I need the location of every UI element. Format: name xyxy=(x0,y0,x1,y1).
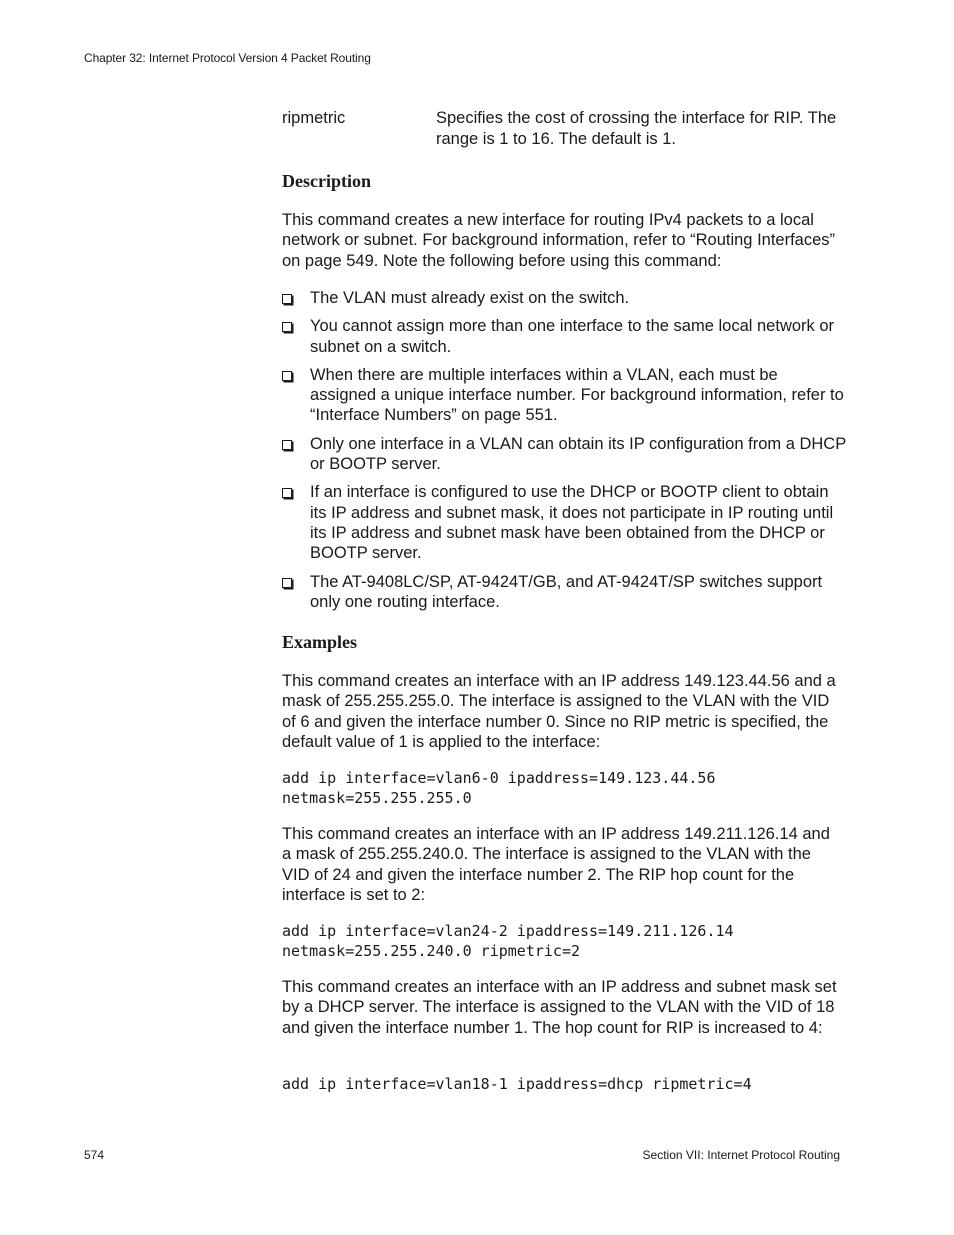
example-3-code: add ip interface=vlan18-1 ipaddress=dhcp ripmetric=4 xyxy=(282,1075,752,1093)
example-3-text: This command creates an interface with an IP address and subnet mask set by a DHCP server. The interface is assigned to the VLAN with the VID of 18 and given the interface number 1. The hop count for RIP is increased to 4: xyxy=(282,978,837,1037)
list-item xyxy=(282,572,847,613)
checkbox-bullet-icon xyxy=(282,371,292,381)
running-header: Chapter 32: Internet Protocol Version 4 Packet Routing xyxy=(84,51,371,65)
parameter-name: ripmetric xyxy=(282,109,346,127)
page-number: 574 xyxy=(84,1148,105,1162)
list-item-text: If an interface is configured to use the DHCP or BOOTP client to obtain its IP address and subnet mask, it does not participate in IP routing until its IP address and subnet mask have been obtained from the DHCP or BOOTP server. xyxy=(310,483,834,563)
checkbox-bullet-icon xyxy=(282,488,292,498)
list-item xyxy=(282,482,847,563)
checkbox-bullet-icon xyxy=(282,322,292,332)
list-item-text: When there are multiple interfaces within a VLAN, each must be assigned a unique interface number. For background information, refer to “Interface Numbers” on page 551. xyxy=(310,365,844,425)
example-1-code: add ip interface=vlan6-0 ipaddress=149.123.44.56 netmask=255.255.255.0 xyxy=(282,769,716,807)
description-heading: Description xyxy=(282,171,371,191)
checkbox-bullet-icon xyxy=(282,440,292,450)
examples-heading: Examples xyxy=(282,632,358,652)
notes-list xyxy=(282,288,847,620)
list-item-text: The AT-9408LC/SP, AT-9424T/GB, and AT-9424T/SP switches support only one routing interface. xyxy=(310,572,823,611)
list-item xyxy=(282,316,847,357)
list-item-text: You cannot assign more than one interface to the same local network or subnet on a switch. xyxy=(310,317,835,356)
parameter-description: Specifies the cost of crossing the interface for RIP. The range is 1 to 16. The default is 1. xyxy=(436,109,837,148)
list-item xyxy=(282,434,847,475)
list-item xyxy=(282,288,847,308)
example-2-text: This command creates an interface with an IP address 149.211.126.14 and a mask of 255.255.240.0. The interface is assigned to the VLAN with the VID of 24 and given the interface number 2. The RIP hop count for the interface is set to 2: xyxy=(282,825,830,904)
example-2-code: add ip interface=vlan24-2 ipaddress=149.211.126.14 netmask=255.255.240.0 ripmetric=2 xyxy=(282,922,734,960)
list-item xyxy=(282,365,847,426)
example-1-text: This command creates an interface with an IP address 149.123.44.56 and a mask of 255.255.255.0. The interface is assigned to the VLAN with the VID of 6 and given the interface number 0. Since no RIP metric is specified, the default value of 1 is applied to the interface: xyxy=(282,672,836,751)
checkbox-bullet-icon xyxy=(282,578,292,588)
list-item-text: The VLAN must already exist on the switch. xyxy=(310,289,630,307)
list-item-text: Only one interface in a VLAN can obtain its IP configuration from a DHCP or BOOTP server. xyxy=(310,434,846,474)
running-footer: Section VII: Internet Protocol Routing xyxy=(642,1148,840,1162)
description-intro: This command creates a new interface for routing IPv4 packets to a local network or subnet. For background information, refer to “Routing Interfaces” on page 549. Note the following before using this command: xyxy=(282,211,836,270)
checkbox-bullet-icon xyxy=(282,294,292,304)
